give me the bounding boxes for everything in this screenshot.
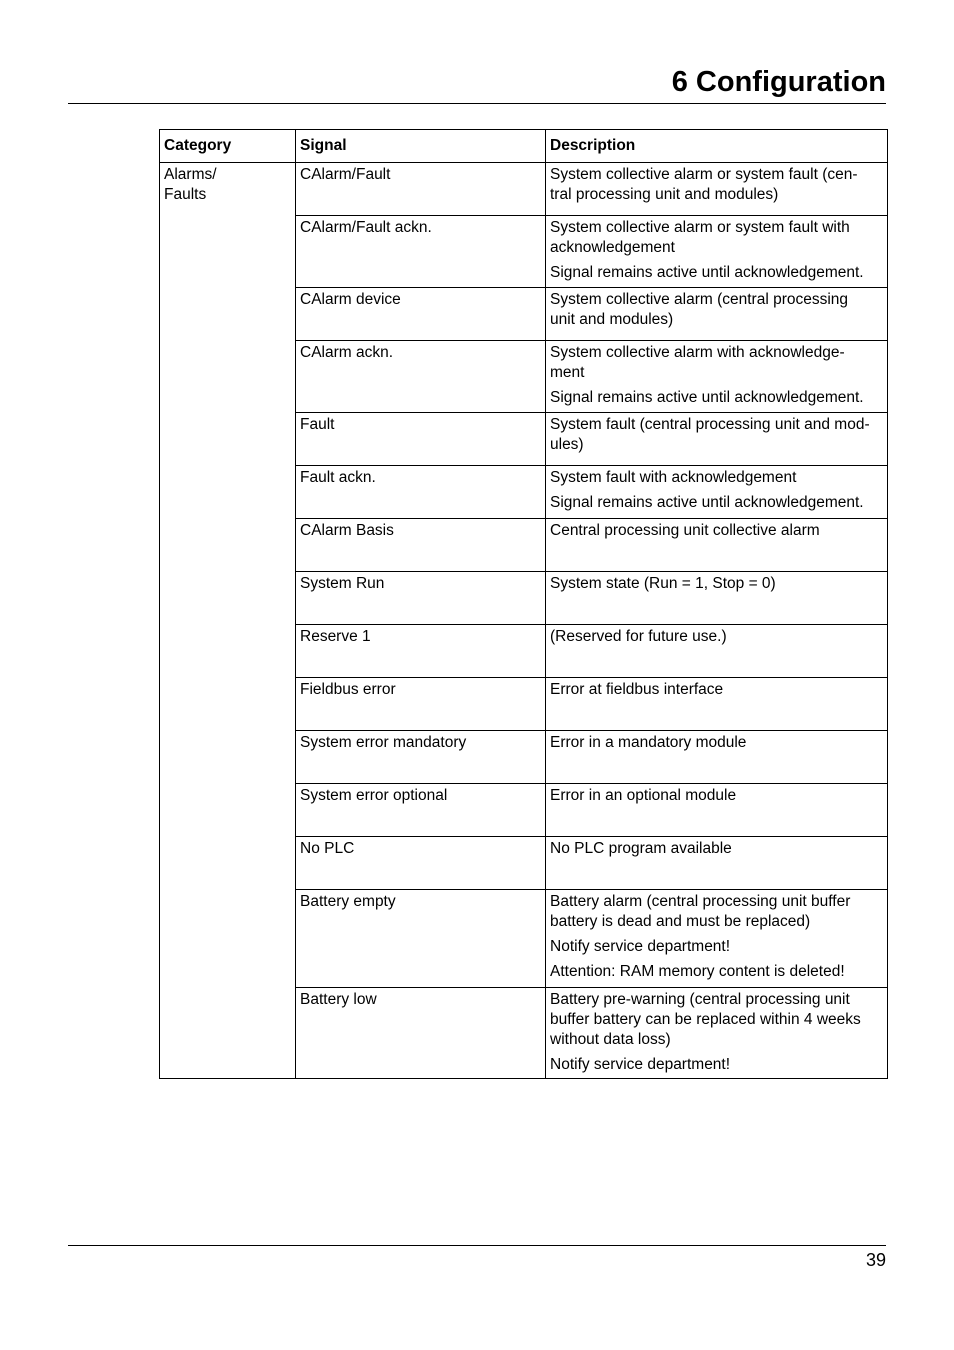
chapter-title: 6 Configuration xyxy=(671,66,886,98)
description-paragraph: Battery alarm (central processing unit buffer battery is dead and must be replaced) xyxy=(550,893,851,930)
description-cell xyxy=(546,163,888,216)
description-paragraph: Signal remains active until acknowledgement. xyxy=(550,494,864,511)
column-header-signal: Signal xyxy=(296,130,546,163)
signal-cell: System Run xyxy=(296,572,546,625)
description-paragraph: Central processing unit collective alarm xyxy=(550,522,820,539)
signal-cell: CAlarm device xyxy=(296,288,546,341)
signal-cell: CAlarm ackn. xyxy=(296,341,546,413)
description-paragraph: System fault (central processing unit and mod- ules) xyxy=(550,416,870,453)
signal-cell: CAlarm Basis xyxy=(296,519,546,572)
description-cell xyxy=(546,890,888,988)
description-paragraph: System collective alarm (central processing unit and modules) xyxy=(550,291,849,328)
description-cell xyxy=(546,678,888,731)
description-cell xyxy=(546,731,888,784)
description-cell xyxy=(546,288,888,341)
signal-cell: Battery empty xyxy=(296,890,546,988)
signal-cell: Fieldbus error xyxy=(296,678,546,731)
description-paragraph: Error in an optional module xyxy=(550,787,737,804)
description-cell xyxy=(546,519,888,572)
description-cell xyxy=(546,837,888,890)
signal-cell: System error mandatory xyxy=(296,731,546,784)
column-header-category: Category xyxy=(160,130,296,163)
description-cell xyxy=(546,216,888,288)
description-paragraph: Battery pre-warning (central processing unit buffer battery can be replaced within 4 weeks without data loss) xyxy=(550,991,861,1048)
description-paragraph: (Reserved for future use.) xyxy=(550,628,727,645)
signal-cell: CAlarm/Fault ackn. xyxy=(296,216,546,288)
description-paragraph: Notify service department! xyxy=(550,938,731,955)
column-header-description: Description xyxy=(546,130,888,163)
signal-cell: CAlarm/Fault xyxy=(296,163,546,216)
description-paragraph: Error in a mandatory module xyxy=(550,734,747,751)
description-paragraph: Attention: RAM memory content is deleted! xyxy=(550,963,845,980)
table-header-row xyxy=(160,130,888,163)
signals-table xyxy=(159,129,888,1079)
description-paragraph: Error at fieldbus interface xyxy=(550,681,724,698)
description-paragraph: Signal remains active until acknowledgement. xyxy=(550,389,864,406)
footer-rule xyxy=(68,1245,886,1246)
signal-cell: Battery low xyxy=(296,988,546,1079)
description-paragraph: Notify service department! xyxy=(550,1056,731,1073)
description-cell xyxy=(546,572,888,625)
header-rule xyxy=(68,103,886,104)
description-cell xyxy=(546,784,888,837)
description-cell xyxy=(546,413,888,466)
description-paragraph: No PLC program available xyxy=(550,840,732,857)
table-body xyxy=(160,163,888,1079)
category-label: Alarms/ Faults xyxy=(164,166,217,203)
signal-cell: Fault ackn. xyxy=(296,466,546,519)
description-cell xyxy=(546,466,888,519)
signal-cell: System error optional xyxy=(296,784,546,837)
signal-cell: No PLC xyxy=(296,837,546,890)
signal-cell: Fault xyxy=(296,413,546,466)
description-paragraph: System fault with acknowledgement xyxy=(550,469,797,486)
table-row xyxy=(160,163,888,216)
description-cell xyxy=(546,988,888,1079)
description-paragraph: Signal remains active until acknowledgement. xyxy=(550,264,864,281)
category-cell xyxy=(160,163,296,1079)
description-paragraph: System collective alarm or system fault with acknowledgement xyxy=(550,219,850,256)
page-number: 39 xyxy=(865,1250,886,1270)
description-paragraph: System state (Run = 1, Stop = 0) xyxy=(550,575,776,592)
description-paragraph: System collective alarm or system fault (cen- tral processing unit and modules) xyxy=(550,166,858,203)
signal-cell: Reserve 1 xyxy=(296,625,546,678)
description-cell xyxy=(546,625,888,678)
description-paragraph: System collective alarm with acknowledge- ment xyxy=(550,344,845,381)
description-cell xyxy=(546,341,888,413)
